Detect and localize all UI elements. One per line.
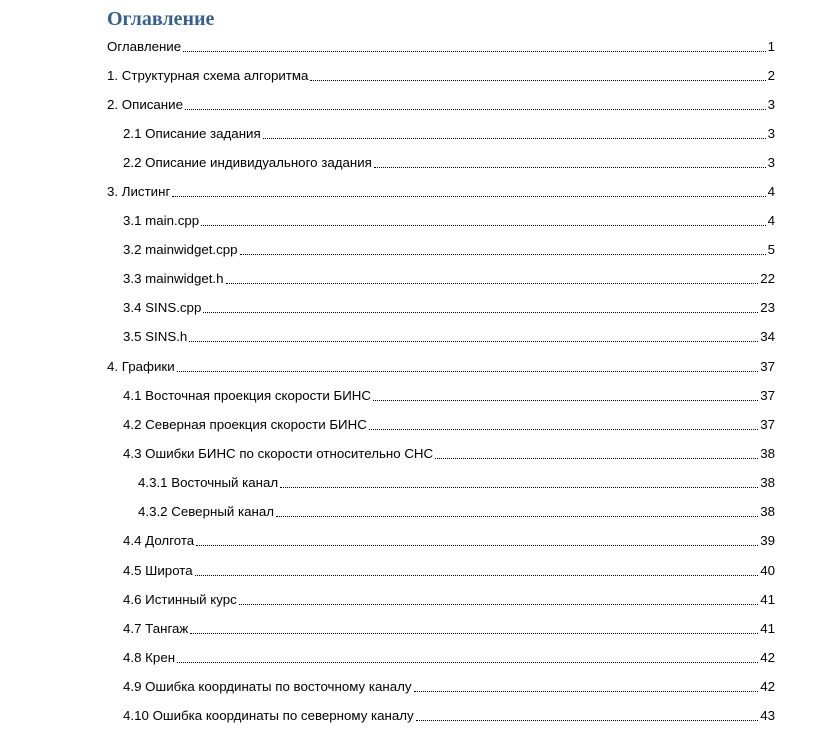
toc-entry[interactable] bbox=[107, 178, 775, 200]
toc-leader bbox=[240, 254, 766, 255]
toc-entry[interactable] bbox=[123, 323, 775, 345]
toc-leader bbox=[190, 633, 758, 634]
toc-leader bbox=[185, 109, 766, 110]
toc-leader bbox=[226, 283, 759, 284]
toc-entry-page: 4 bbox=[767, 184, 775, 199]
toc-entry[interactable] bbox=[123, 120, 775, 142]
toc-entry[interactable] bbox=[107, 33, 775, 55]
toc-entry[interactable] bbox=[123, 673, 775, 695]
toc-entry-label: 3.4 SINS.cpp bbox=[123, 300, 202, 315]
toc-entry-page: 3 bbox=[767, 126, 775, 141]
toc-entry-label: 3.1 main.cpp bbox=[123, 213, 200, 228]
toc-leader bbox=[374, 167, 766, 168]
toc-leader bbox=[177, 662, 758, 663]
toc-entry-page: 5 bbox=[767, 242, 775, 257]
toc-entry-page: 38 bbox=[760, 504, 775, 519]
toc-entry[interactable] bbox=[107, 353, 775, 375]
toc-leader bbox=[196, 545, 758, 546]
toc-leader bbox=[195, 575, 759, 576]
toc-entry-label: 4.9 Ошибка координаты по восточному каналу bbox=[123, 679, 412, 694]
toc-entry-label: 3.5 SINS.h bbox=[123, 329, 188, 344]
toc-entry-page: 37 bbox=[760, 417, 775, 432]
toc-entry-page: 40 bbox=[760, 563, 775, 578]
toc-entry[interactable] bbox=[107, 91, 775, 113]
toc-leader bbox=[177, 371, 759, 372]
toc-leader bbox=[203, 312, 758, 313]
toc-leader bbox=[263, 138, 766, 139]
toc-leader bbox=[201, 225, 765, 226]
toc-entry[interactable] bbox=[123, 149, 775, 171]
toc-entry[interactable] bbox=[123, 557, 775, 579]
toc-entry-page: 43 bbox=[760, 708, 775, 723]
toc-leader bbox=[414, 691, 759, 692]
toc-entry-page: 3 bbox=[767, 155, 775, 170]
toc-entry-label: 1. Структурная схема алгоритма bbox=[107, 68, 309, 83]
toc-leader bbox=[189, 341, 758, 342]
toc-entry[interactable] bbox=[123, 440, 775, 462]
toc-entry-label: 2. Описание bbox=[107, 97, 183, 112]
toc-leader bbox=[369, 429, 758, 430]
toc-leader bbox=[280, 487, 758, 488]
toc-entry-label: 4.6 Истинный курс bbox=[123, 592, 237, 607]
toc-entry[interactable] bbox=[123, 382, 775, 404]
toc-entry-label: 4.2 Северная проекция скорости БИНС bbox=[123, 417, 367, 432]
toc-entry-page: 42 bbox=[760, 679, 775, 694]
toc-entry-page: 38 bbox=[760, 446, 775, 461]
toc-entry-page: 38 bbox=[760, 475, 775, 490]
toc-entry-label: 2.1 Описание задания bbox=[123, 126, 261, 141]
toc-entry-label: 4.3.2 Северный канал bbox=[138, 504, 274, 519]
toc-entry-page: 23 bbox=[760, 300, 775, 315]
toc-entry-label: 4.7 Тангаж bbox=[123, 621, 189, 636]
toc-entry-label: 4. Графики bbox=[107, 359, 175, 374]
toc-leader bbox=[276, 516, 758, 517]
toc-leader bbox=[373, 400, 758, 401]
toc-entry[interactable] bbox=[123, 644, 775, 666]
toc-entry[interactable] bbox=[123, 586, 775, 608]
toc-entry-page: 37 bbox=[760, 359, 775, 374]
toc-entry-label: 3.3 mainwidget.h bbox=[123, 271, 224, 286]
toc-entry[interactable] bbox=[123, 207, 775, 229]
toc-entry-label: 4.3 Ошибки БИНС по скорости относительно СНС bbox=[123, 446, 434, 461]
toc-entry-label: 4.4 Долгота bbox=[123, 533, 195, 548]
toc-entry[interactable] bbox=[123, 236, 775, 258]
toc-entry-label: 3. Листинг bbox=[107, 184, 171, 199]
toc-entry[interactable] bbox=[123, 702, 775, 724]
toc-leader bbox=[435, 458, 758, 459]
toc-entry-label: 4.5 Широта bbox=[123, 563, 193, 578]
toc-entry[interactable] bbox=[138, 498, 775, 520]
toc-entry-page: 41 bbox=[760, 592, 775, 607]
toc-entry-page: 3 bbox=[767, 97, 775, 112]
toc-entry-page: 39 bbox=[760, 533, 775, 548]
toc-leader bbox=[172, 196, 765, 197]
toc-entry-page: 4 bbox=[767, 213, 775, 228]
toc-entry-label: 4.10 Ошибка координаты по северному каналу bbox=[123, 708, 414, 723]
toc-entry-label: 4.1 Восточная проекция скорости БИНС bbox=[123, 388, 371, 403]
toc-entry-page: 22 bbox=[760, 271, 775, 286]
toc-entry[interactable] bbox=[138, 469, 775, 491]
toc-entry-page: 37 bbox=[760, 388, 775, 403]
toc-heading: Оглавление bbox=[107, 8, 215, 30]
toc-entry[interactable] bbox=[123, 527, 775, 549]
toc-entry-label: 4.3.1 Восточный канал bbox=[138, 475, 279, 490]
toc-entry-page: 1 bbox=[767, 39, 775, 54]
toc-entry[interactable] bbox=[123, 615, 775, 637]
toc-leader bbox=[310, 80, 765, 81]
toc-entry[interactable] bbox=[107, 62, 775, 84]
toc-entry-page: 41 bbox=[760, 621, 775, 636]
toc-entry-label: 4.8 Крен bbox=[123, 650, 176, 665]
toc-entry-page: 2 bbox=[767, 68, 775, 83]
toc-entry-page: 42 bbox=[760, 650, 775, 665]
toc-entry-page: 34 bbox=[760, 329, 775, 344]
toc-entry[interactable] bbox=[123, 265, 775, 287]
toc-leader bbox=[239, 604, 758, 605]
toc-entry[interactable] bbox=[123, 294, 775, 316]
toc-entry-label: 2.2 Описание индивидуального задания bbox=[123, 155, 372, 170]
toc-leader bbox=[183, 51, 765, 52]
toc-entry-label: Оглавление bbox=[107, 39, 182, 54]
toc-leader bbox=[416, 720, 758, 721]
toc-entry-label: 3.2 mainwidget.cpp bbox=[123, 242, 238, 257]
toc-entry[interactable] bbox=[123, 411, 775, 433]
